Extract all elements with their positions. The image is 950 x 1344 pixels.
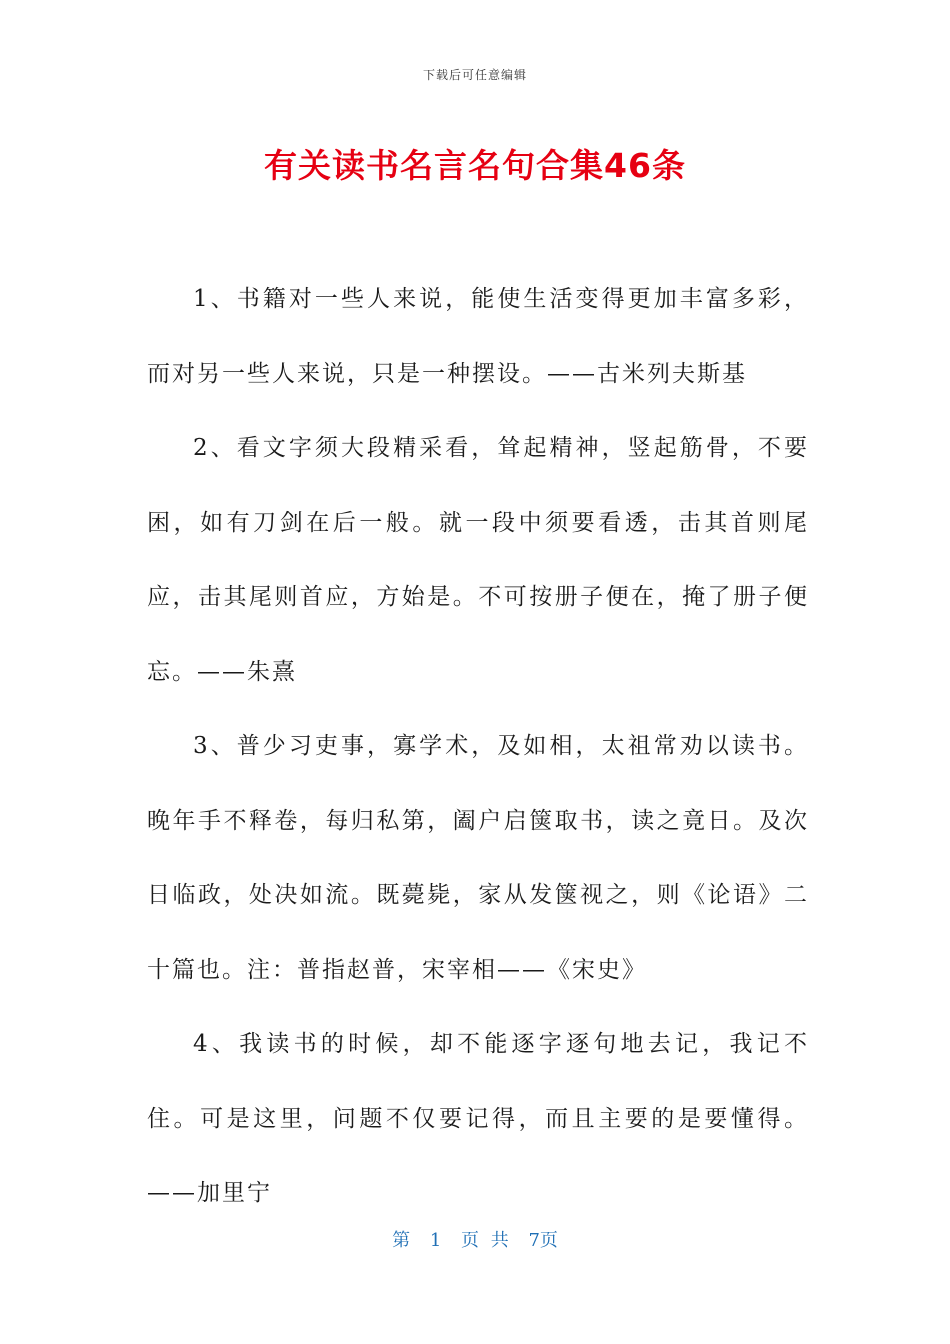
footer-mid: 页 共 xyxy=(461,1230,509,1251)
footer-prefix: 第 xyxy=(392,1230,411,1251)
quote-paragraph-2: 2、看文字须大段精采看，耸起精神，竖起筋骨，不要困，如有刀剑在后一般。就一段中须要看透，击其首则尾应，击其尾则首应，方始是。不可按册子便在，掩了册子便忘。——朱熹 xyxy=(147,435,809,685)
document-body xyxy=(147,262,809,1231)
quote-paragraph-1: 1、书籍对一些人来说，能使生活变得更加丰富多彩，而对另一些人来说，只是一种摆设。——古米列夫斯基 xyxy=(147,286,809,387)
quote-paragraph-4: 4、我读书的时候，却不能逐字逐句地去记，我记不住。可是这里，问题不仅要记得，而且主要的是要懂得。——加里宁 xyxy=(147,1031,809,1206)
current-page-number: 1 xyxy=(429,1230,442,1251)
quote-paragraph-3: 3、普少习吏事，寡学术，及如相，太祖常劝以读书。晚年手不释卷，每归私第，阖户启箧取书，读之竟日。及次日临政，处决如流。既薨毙，家从发箧视之，则《论语》二十篇也。注：普指赵普，宋宰相——《宋史》 xyxy=(147,733,809,983)
header-note: 下载后可任意编辑 xyxy=(422,68,527,82)
total-pages: 7页 xyxy=(528,1230,558,1251)
document-title: 有关读书名言名句合集46条 xyxy=(264,146,686,185)
page-footer xyxy=(0,1226,950,1252)
